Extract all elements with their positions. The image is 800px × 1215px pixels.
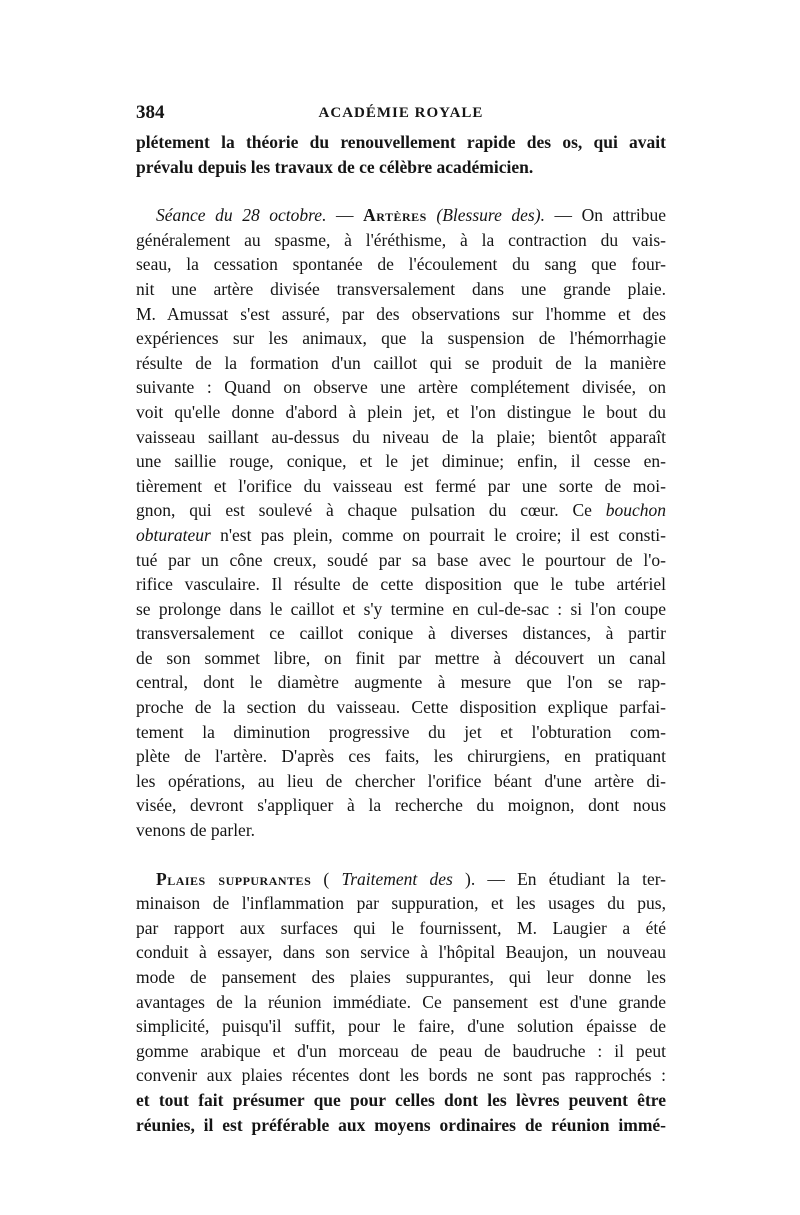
dash: — (326, 205, 364, 226)
italic-term: obturateur (136, 524, 211, 545)
text-line: se prolonge dans le caillot et s'y termine en cul-de-sac : si l'on coupe (136, 598, 666, 619)
text-line: tement la diminution progressive du jet et l'obturation com- (136, 721, 666, 742)
session-date: Séance du 28 octobre. (156, 205, 327, 226)
paren: ( (311, 868, 342, 889)
first-line-rest: On attribue (581, 205, 666, 226)
text-line: rifice vasculaire. Il résulte de cette disposition que le tube artériel (136, 574, 666, 595)
paragraph-arteres (136, 203, 666, 842)
paragraph-gap (136, 179, 666, 203)
text-line: central, dont le diamètre augmente à mesure que l'on se rap- (136, 672, 666, 693)
text-line: visée, devront s'appliquer à la recherche du moignon, dont nous (136, 795, 666, 816)
line-text: gnon, qui est soulevé à chaque pulsation du cœur. Ce (136, 500, 606, 521)
section-topic: Artères (363, 205, 427, 226)
text-line: de son sommet libre, on finit par mettre à découvert un canal (136, 647, 666, 668)
text-line: seau, la cessation spontanée de l'écoulement du sang que four- (136, 254, 666, 275)
paren: ). (452, 868, 476, 889)
text-line: plète de l'artère. D'après ces faits, les chirurgiens, en pratiquant (136, 746, 666, 767)
text-line: conduit à essayer, dans son service à l'hôpital Beaujon, un nouveau (136, 942, 666, 963)
text-line: réunies, il est préférable aux moyens ordinaires de réunion immé- (136, 1114, 666, 1135)
book-page (136, 96, 666, 1137)
text-line: et tout fait présumer que pour celles dont les lèvres peuvent être (136, 1089, 666, 1110)
text-line: mode de pansement des plaies suppurantes, qui leur donne les (136, 967, 666, 987)
dash: — (475, 868, 518, 889)
text-line: convenir aux plaies récentes dont les bords ne sont pas rapprochés : (136, 1065, 666, 1086)
line-text: n'est pas plein, comme on pourrait le croire; il est consti- (210, 524, 666, 545)
text-line: une saillie rouge, conique, et le jet diminue; enfin, il cesse en- (136, 451, 666, 472)
text-line: par rapport aux surfaces qui le fournissent, M. Laugier a été (136, 917, 666, 938)
section-topic: Plaies suppurantes (156, 868, 312, 889)
text-line: généralement au spasme, à l'éréthisme, à la contraction du vais- (136, 229, 666, 250)
text-line: tièrement et l'orifice du vaisseau est fermé par une sorte de moi- (136, 475, 666, 496)
text-line: tué par un cône creux, soudé par sa base avec le pourtour de l'o- (136, 549, 666, 570)
page-header (136, 96, 666, 130)
section-topic-detail: (Blessure des). (426, 205, 545, 226)
text-line: minaison de l'inflammation par suppuration, et les usages du pus, (136, 893, 666, 914)
italic-term: bouchon (605, 500, 666, 521)
text-line: transversalement ce caillot conique à diverses distances, à partir (136, 623, 666, 644)
text-line: prévalu depuis les travaux de ce célèbre académicien. (136, 156, 534, 177)
text-line (136, 498, 666, 523)
text-line (136, 203, 666, 228)
text-line: plétement la théorie du renouvellement rapide des os, qui avait (136, 132, 666, 152)
dash: — (544, 205, 582, 226)
text-line: suivante : Quand on observe une artère complétement divisée, on (136, 377, 666, 398)
running-title: ACADÉMIE ROYALE (318, 105, 484, 121)
text-line: expériences sur les animaux, que la suspension de l'hémorrhagie (136, 328, 666, 349)
text-line: nit une artère divisée transversalement dans une grande plaie. (136, 278, 666, 299)
paragraph-plaies (136, 867, 666, 1138)
text-line: proche de la section du vaisseau. Cette disposition explique parfai- (136, 697, 666, 718)
text-line (136, 867, 666, 892)
first-line-rest: En étudiant la ter- (517, 868, 666, 889)
text-line: gomme arabique et d'un morceau de peau de baudruche : il peut (136, 1040, 666, 1061)
section-topic-detail: Traitement des (341, 868, 453, 889)
text-line: les opérations, au lieu de chercher l'orifice béant d'une artère di- (136, 770, 666, 791)
text-line: vaisseau saillant au-dessus du niveau de la plaie; bientôt apparaît (136, 426, 666, 447)
paragraph-gap (136, 843, 666, 867)
text-line: résulte de la formation d'un caillot qui se produit de la manière (136, 352, 666, 373)
text-line (136, 523, 666, 548)
text-line: avantages de la réunion immédiate. Ce pansement est d'une grande (136, 991, 666, 1012)
text-line: voit qu'elle donne d'abord à plein jet, et l'on distingue le bout du (136, 401, 666, 422)
page-number: 384 (136, 102, 165, 123)
text-line: M. Amussat s'est assuré, par des observations sur l'homme et des (136, 303, 666, 324)
text-line: venons de parler. (136, 820, 256, 841)
paragraph-continuation (136, 130, 666, 179)
text-line: simplicité, puisqu'il suffit, pour le faire, d'une solution épaisse de (136, 1016, 666, 1037)
